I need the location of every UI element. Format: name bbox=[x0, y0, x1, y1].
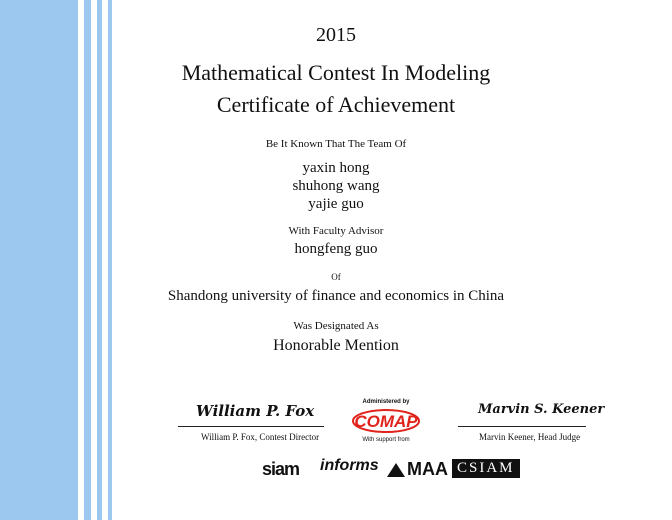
judge-signature: Marvin S. Keener bbox=[478, 402, 605, 417]
maa-text: MAA bbox=[407, 459, 448, 479]
designation: Honorable Mention bbox=[273, 337, 399, 354]
administered-text: Administered by bbox=[362, 399, 410, 405]
csiam-logo: CSIAM bbox=[452, 459, 520, 478]
signature-line bbox=[178, 426, 324, 427]
comap-logo-icon bbox=[349, 407, 423, 435]
maa-logo bbox=[385, 459, 448, 480]
director-signature: William P. Fox bbox=[196, 402, 315, 420]
svg-text:COMAP: COMAP bbox=[354, 412, 418, 431]
advisor-name: hongfeng guo bbox=[294, 241, 378, 257]
team-member: shuhong wang bbox=[292, 178, 380, 194]
certificate-title: Certificate of Achievement bbox=[216, 92, 456, 117]
designation-label: Was Designated As bbox=[293, 320, 379, 332]
of-label: Of bbox=[331, 272, 341, 282]
school-name: Shandong university of finance and economics in China bbox=[167, 288, 505, 304]
director-caption: William P. Fox, Contest Director bbox=[201, 432, 320, 442]
team-member: yaxin hong bbox=[302, 160, 370, 176]
team-member: yajie guo bbox=[308, 196, 364, 212]
signature-line bbox=[458, 426, 586, 427]
intro-text: Be It Known That The Team Of bbox=[265, 138, 407, 150]
comap-logo bbox=[349, 407, 423, 435]
certificate-year: 2015 bbox=[316, 24, 356, 46]
judge-caption: Marvin Keener, Head Judge bbox=[479, 432, 581, 442]
advisor-label: With Faculty Advisor bbox=[288, 225, 384, 237]
maa-emblem-icon bbox=[385, 461, 407, 479]
support-text: With support from bbox=[362, 437, 410, 443]
siam-logo: siam bbox=[262, 459, 300, 479]
contest-title: Mathematical Contest In Modeling bbox=[181, 60, 491, 85]
informs-logo: informs bbox=[320, 457, 379, 474]
